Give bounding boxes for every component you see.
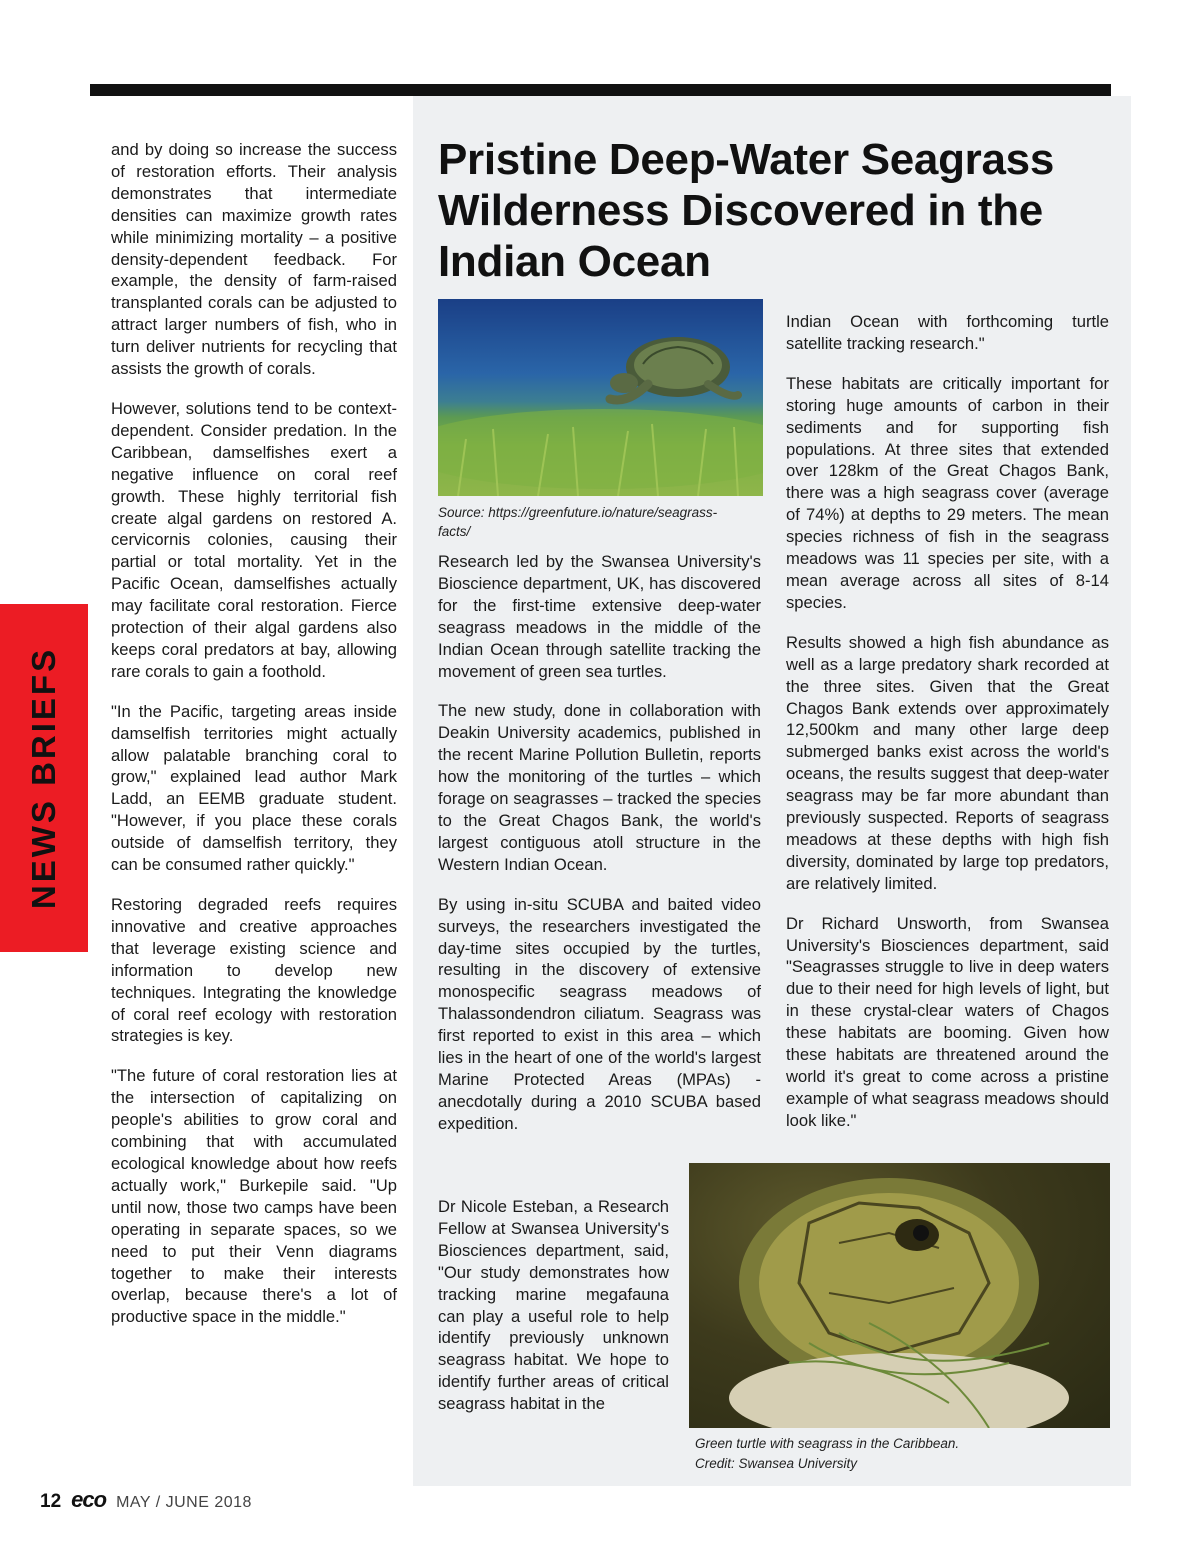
middle-paragraph: Dr Nicole Esteban, a Research Fellow at Swansea University's Biosciences department, said, "Our study demonstrates how tracking marine megafauna can play a useful role to help identify previously unknown seagrass habitat. We hope to identify further areas of critical seagrass habitat in the [438,1197,669,1414]
middle-column [438,551,761,1153]
photo-caption-source: Source: https://greenfuture.io/nature/seagrass-facts/ [438,505,718,539]
green-turtle-closeup-photo [689,1163,1110,1428]
caption-line: Credit: Swansea University [695,1456,858,1471]
caption-line: Green turtle with seagrass in the Caribbean. [695,1436,960,1451]
middle-narrow-column [438,1196,669,1433]
page-number: 12 [40,1491,62,1512]
sea-turtle-photo [438,299,763,496]
top-rule [90,84,1111,96]
turtle-head-illustration [689,1163,1110,1428]
right-paragraph: Results showed a high fish abundance as well as a large predatory shark recorded at the three sites. Given that the Great Chagos Bank extends over approximately 12,500km and many other large deep submerged banks exist across the world's oceans, the results suggest that deep-water seagrass may be far more abundant than previously suspected. Reports of seagrass meadows at these depths with high fish diversity, dominated by large top predators, are relatively limited. [786,632,1109,893]
section-tab-label: NEWS BRIEFS [25,646,62,910]
left-paragraph: "The future of coral restoration lies at the intersection of capitalizing on people's abilities to grow coral and combining that with accumulated ecological knowledge about how reefs actually work," Burkepile said. "Up until now, those two camps have been operating in separate spaces, so we need to put their Venn diagrams together to make their interests overlap, because there's a lot of productive space in the middle." [111,1066,397,1327]
page-footer [40,1487,252,1513]
left-paragraph: Restoring degraded reefs requires innovative and creative approaches that leverage existing science and information to develop new techniques. Integrating the knowledge of coral reef ecology with restoration strategies is key. [111,895,397,1046]
middle-paragraph: Research led by the Swansea University's Bioscience department, UK, has discovered for the first-time extensive deep-water seagrass meadows in the middle of the Indian Ocean through satellite tracking the movement of green sea turtles. [438,552,761,681]
issue-date: MAY / JUNE 2018 [116,1494,252,1511]
magazine-logo: eco [71,1487,107,1512]
turtle-over-seagrass-illustration [438,299,763,496]
left-column [111,139,397,1346]
right-column [786,311,1109,1150]
right-paragraph: These habitats are critically important for storing huge amounts of carbon in their sediments and for supporting fish populations. At three sites that extended over 128km of the Great Chagos Bank, there was a high seagrass cover (average of 74%) at depths to 29 meters. The mean species richness of fish in the seagrass meadows was 11 species per site, with a mean average across all sites of 8-14 species. [786,373,1109,612]
left-paragraph: However, solutions tend to be context-dependent. Consider predation. In the Caribbean, damselfishes exert a negative influence on coral reef growth. These highly territorial fish create algal gardens on restored A. cervicornis colonies, causing their partial or total mortality. Yet in the Pacific Ocean, damselfishes actually may facilitate coral restoration. Fierce protection of their algal gardens also keeps coral predators at bay, allowing rare corals to gain a foothold. [111,398,397,681]
middle-paragraph: By using in-situ SCUBA and baited video surveys, the researchers investigated the day-time sites occupied by the turtles, resulting in the discovery of extensive monospecific seagrass meadows of Thalassondendron ciliatum. Seagrass was first reported to exist in this area – which lies in the heart of one of the world's largest Marine Protected Areas (MPAs) - anecdotally during a 2010 SCUBA based expedition. [438,894,761,1133]
right-paragraph: Dr Richard Unsworth, from Swansea University's Biosciences department, said "Seagrasses struggle to live in deep waters due to their need for high levels of light, but in these crystal-clear waters of Chagos these habitats are booming. Given how these habitats are threatened around the world it's great to come across a pristine example of what seagrass meadows should look like." [786,913,1109,1130]
section-tab [0,604,88,952]
right-paragraph: Indian Ocean with forthcoming turtle satellite tracking research." [786,312,1109,353]
left-paragraph: "In the Pacific, targeting areas inside damselfish territories might actually allow palatable branching coral to grow," explained lead author Mark Ladd, an EEMB graduate student. "However, if you place these corals outside of damselfish territory, they can be consumed rather quickly." [111,701,397,875]
left-paragraph: and by doing so increase the success of restoration efforts. Their analysis demonstrates that intermediate densities can maximize growth rates while minimizing mortality – a positive density-dependent feedback. For example, the density of farm-raised transplanted corals can be adjusted to attract larger numbers of fish, who in turn deliver nutrients for recycling that assists the growth of corals. [111,140,397,379]
middle-paragraph: The new study, done in collaboration with Deakin University academics, published in the recent Marine Pollution Bulletin, reports how the monitoring of the turtles – which forage on seagrasses – tracked the species to the Great Chagos Bank, the world's largest contiguous atoll structure in the Western Indian Ocean. [438,701,761,874]
article-headline: Pristine Deep-Water Seagrass Wilderness Discovered in the Indian Ocean [438,135,1055,286]
photo-caption-credit [695,1434,1095,1474]
